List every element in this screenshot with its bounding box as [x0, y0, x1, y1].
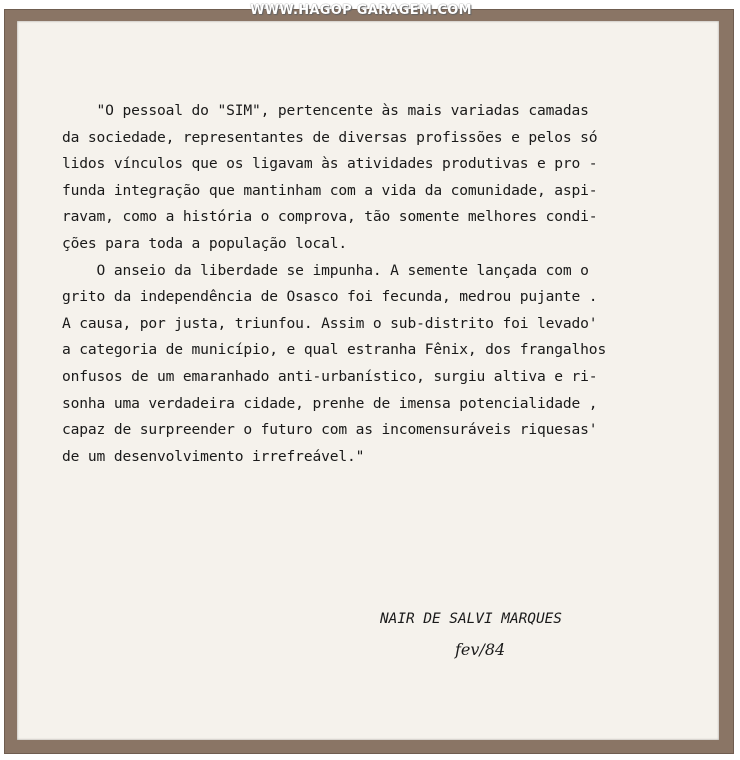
text-line: a categoria de município, e qual estranha Fênix, dos frangalhos: [62, 341, 607, 359]
watermark: WWW.HAGOP GARAGEM.COM: [250, 3, 472, 18]
text-line: capaz de surpreender o futuro com as incomensuráveis riquesas': [62, 421, 598, 439]
text-line: lidos vínculos que os ligavam às atividades produtivas e pro -: [62, 155, 598, 173]
signature-name: NAIR DE SALVI MARQUES: [380, 611, 562, 627]
text-line: "O pessoal do "SIM", pertencente às mais variadas camadas: [62, 102, 589, 119]
text-line: grito da independência de Osasco foi fecunda, medrou pujante .: [62, 288, 598, 306]
text-line: da sociedade, representantes de diversas profissões e pelos só: [62, 128, 598, 146]
signature-date: fev/84: [455, 640, 506, 659]
text-line: de um desenvolvimento irrefreável.": [62, 447, 365, 465]
text-line: O anseio da liberdade se impunha. A semente lançada com o: [62, 261, 589, 279]
text-line: funda integração que mantinham com a vida da comunidade, aspi-: [62, 181, 598, 199]
text-line: sonha uma verdadeira cidade, prenhe de imensa potencialidade ,: [62, 394, 598, 412]
document-text: [62, 98, 682, 470]
text-line: onfusos de um emaranhado anti-urbanístico, surgiu altiva e ri-: [62, 367, 598, 385]
text-line: A causa, por justa, triunfou. Assim o sub-distrito foi levado': [62, 314, 598, 332]
text-line: ções para toda a população local.: [62, 234, 347, 252]
paragraph-1: [62, 98, 682, 258]
text-line: ravam, como a história o comprova, tão somente melhores condi-: [62, 208, 598, 226]
paragraph-2: [62, 258, 682, 471]
